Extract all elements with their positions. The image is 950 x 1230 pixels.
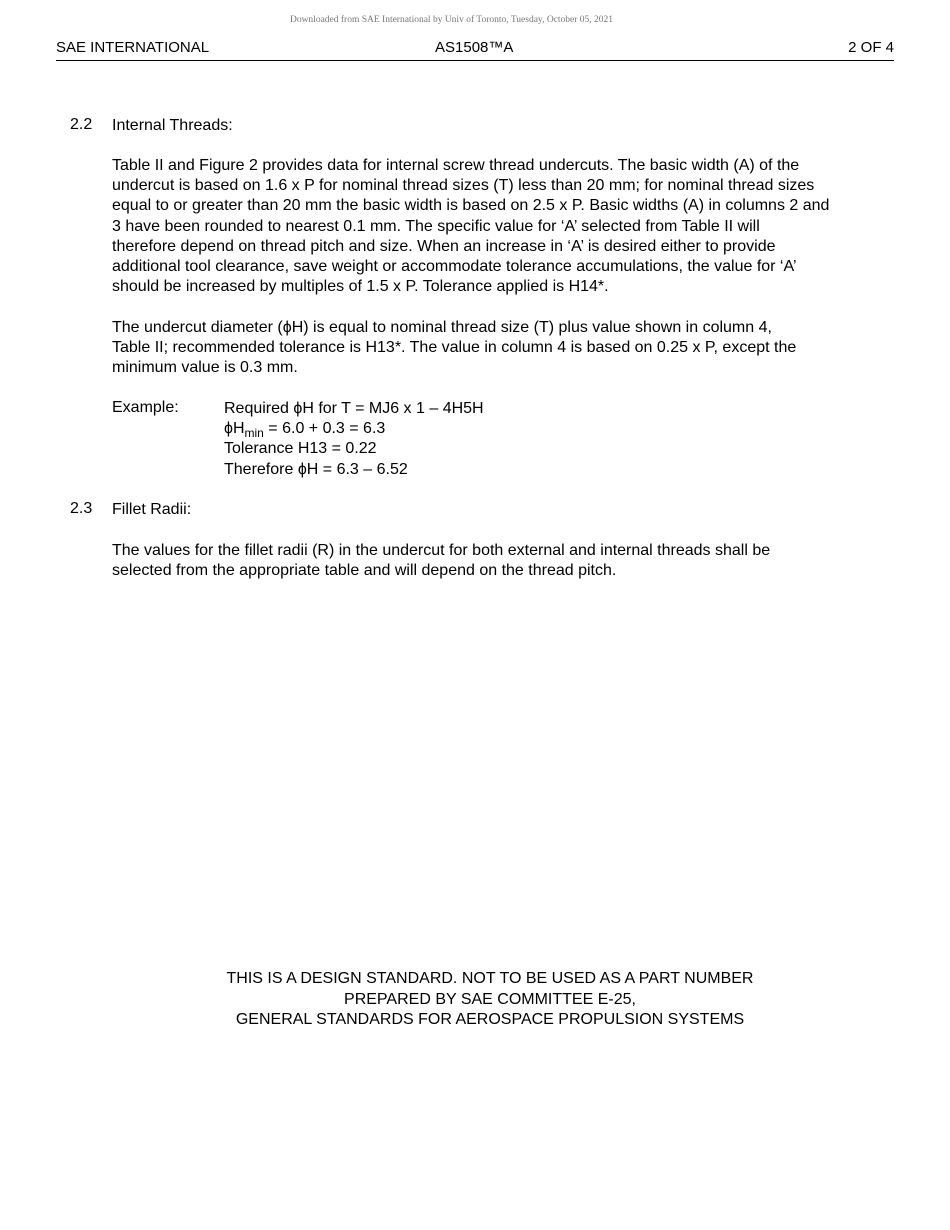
example-line-hmin: [224, 419, 484, 439]
page-header: [56, 38, 894, 61]
section-2-2-paragraph-1: [112, 156, 829, 297]
example-line-required: Required ϕH for T = MJ6 x 1 – 4H5H: [224, 400, 484, 417]
download-note: Downloaded from SAE International by Univ of Toronto, Tuesday, October 05, 2021: [289, 15, 614, 25]
example-line-tolerance: Tolerance H13 = 0.22: [224, 440, 377, 458]
text-line: The undercut diameter (ϕH) is equal to nominal thread size (T) plus value shown in column 4,: [112, 319, 772, 336]
text-line: The values for the fillet radii (R) in the undercut for both external and internal threads shall be: [112, 542, 771, 559]
header-page-number: 2 OF 4: [848, 39, 894, 56]
section-2-3-number: 2.3: [70, 500, 93, 517]
header-organization: SAE INTERNATIONAL: [56, 39, 210, 56]
section-2-2-title: Internal Threads:: [112, 117, 233, 134]
footer-line-3: GENERAL STANDARDS FOR AEROSPACE PROPULSION SYSTEMS: [235, 1011, 745, 1028]
hmin-symbol: ϕH: [224, 420, 245, 438]
text-line: selected from the appropriate table and will depend on the thread pitch.: [112, 562, 617, 580]
text-line: Table II and Figure 2 provides data for internal screw thread undercuts. The basic width (A) of the: [112, 157, 800, 174]
hmin-value: = 6.0 + 0.3 = 6.3: [263, 420, 386, 438]
header-document-id: AS1508™A: [435, 39, 514, 56]
text-line: equal to or greater than 20 mm the basic width is based on 2.5 x P. Basic widths (A) in columns 2 and: [112, 197, 830, 215]
text-line: additional tool clearance, save weight or accommodate tolerance accumulations, the value for ‘A’: [112, 258, 797, 276]
text-line: minimum value is 0.3 mm.: [112, 359, 298, 377]
section-2-3-paragraph: [112, 541, 770, 581]
text-line: undercut is based on 1.6 x P for nominal thread sizes (T) less than 20 mm; for nominal thread sizes: [112, 177, 815, 195]
section-2-3-title: Fillet Radii:: [112, 501, 192, 518]
hmin-subscript: min: [244, 426, 264, 441]
text-line: Table II; recommended tolerance is H13*. The value in column 4 is based on 0.25 x P, except the: [112, 339, 797, 357]
example-calculation: [224, 399, 484, 480]
example-label: Example:: [112, 399, 179, 416]
page-footer: [0, 969, 950, 1031]
section-2-2-paragraph-2: [112, 318, 796, 379]
footer-line-1: THIS IS A DESIGN STANDARD. NOT TO BE USED AS A PART NUMBER: [226, 970, 754, 987]
example-line-result: Therefore ϕH = 6.3 – 6.52: [224, 460, 408, 478]
text-line: therefore depend on thread pitch and size. When an increase in ‘A’ is desired either to provide: [112, 237, 776, 255]
text-line: 3 have been rounded to nearest 0.1 mm. The specific value for ‘A’ selected from Table II will: [112, 217, 760, 235]
section-2-2-number: 2.2: [70, 116, 93, 133]
footer-line-2: PREPARED BY SAE COMMITTEE E-25,: [344, 990, 636, 1008]
text-line: should be increased by multiples of 1.5 x P. Tolerance applied is H14*.: [112, 278, 609, 296]
